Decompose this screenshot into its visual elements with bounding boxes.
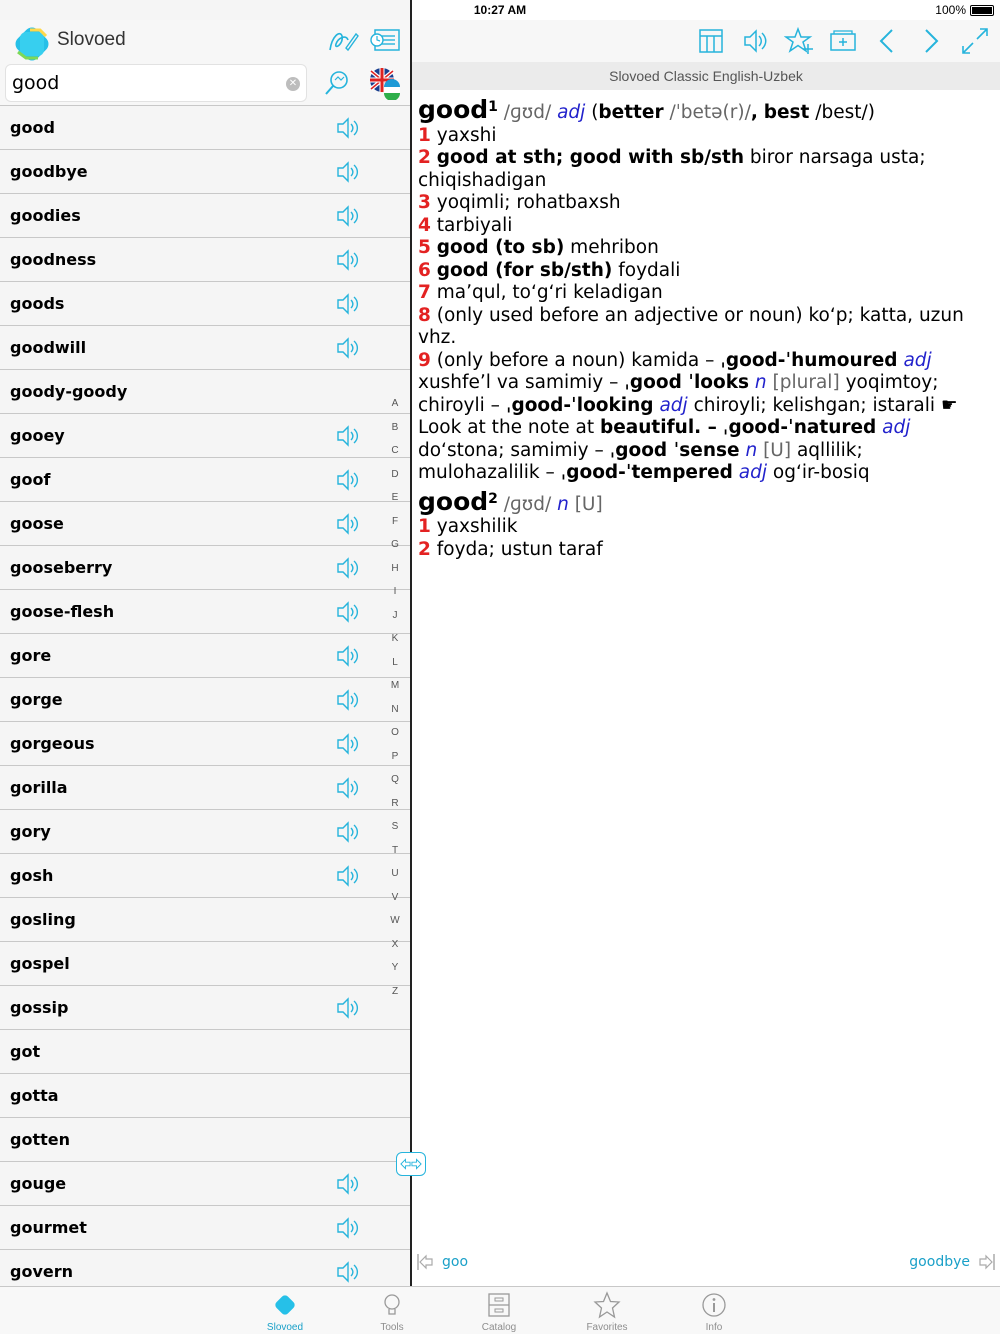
search-input[interactable] <box>12 72 282 94</box>
word-list-item[interactable] <box>0 898 410 942</box>
alphabet-letter[interactable]: G <box>391 539 399 550</box>
pane-resize-handle-icon[interactable] <box>396 1152 426 1176</box>
speaker-icon[interactable] <box>334 203 362 229</box>
phrase[interactable]: good (for sb/sth) <box>436 259 613 281</box>
word-list-label: goody-goody <box>10 382 128 401</box>
word-list-item[interactable] <box>0 1162 410 1206</box>
sense-text: yaxshilik <box>436 516 518 538</box>
sense-text: biror narsaga usta; chiqishadigan <box>418 147 926 191</box>
word-list-item[interactable] <box>0 414 410 458</box>
sense-number: 2 <box>418 147 431 169</box>
speaker-icon[interactable] <box>334 247 362 273</box>
forms-paren: ( <box>591 102 599 124</box>
back-arrow-icon[interactable] <box>872 26 902 56</box>
word-list-item[interactable] <box>0 942 410 986</box>
sense-number: 1 <box>418 516 431 538</box>
word-list-label: gouge <box>10 1174 67 1193</box>
word-list-item[interactable] <box>0 722 410 766</box>
word-list-label: good <box>10 118 55 137</box>
compound-translation: doʻstona; samimiy – <box>418 439 604 461</box>
tab-bar <box>0 1286 1000 1334</box>
tab-label: Tools <box>380 1322 404 1333</box>
word-list-item[interactable] <box>0 458 410 502</box>
language-flag-icon[interactable] <box>368 66 402 100</box>
word-list-item[interactable] <box>0 986 410 1030</box>
word-list-label: goose <box>10 514 64 533</box>
speaker-icon[interactable] <box>334 819 362 845</box>
comparative-form: better <box>598 102 664 124</box>
comparative-transcription: /ˈbetə(r)/ <box>669 102 751 124</box>
alphabet-letter[interactable]: T <box>391 844 399 856</box>
clock: 10:27 AM <box>473 3 527 17</box>
phrase[interactable]: good (to sb) <box>436 237 565 259</box>
sense-number: 7 <box>418 282 431 304</box>
speaker-icon[interactable] <box>334 775 362 801</box>
speaker-icon[interactable] <box>334 1171 362 1197</box>
word-list-item[interactable] <box>0 370 410 414</box>
speaker-icon[interactable] <box>334 687 362 713</box>
word-list-label: goodness <box>10 250 97 269</box>
lightbulb-icon <box>378 1291 406 1319</box>
word-list-label: goodwill <box>10 338 87 357</box>
compound-translation: yoqimtoy; chiroyli – <box>418 372 939 416</box>
alphabet-index[interactable] <box>384 398 406 1009</box>
part-of-speech: n <box>754 372 767 394</box>
word-list-label: gore <box>10 646 52 665</box>
tab-info[interactable] <box>679 1291 749 1333</box>
alphabet-letter[interactable]: M <box>390 680 400 691</box>
compound-translation: chiroyli; kelishgan; istarali <box>693 394 936 416</box>
word-list-item[interactable] <box>0 194 410 238</box>
word-list-label: goof <box>10 470 51 489</box>
article-view <box>418 96 990 561</box>
left-header <box>0 20 410 106</box>
tab-tools[interactable] <box>357 1291 427 1333</box>
add-favorite-star-icon[interactable] <box>784 26 814 56</box>
word-list-label: goose-flesh <box>10 602 115 621</box>
fullscreen-icon[interactable] <box>960 26 990 56</box>
article-navigation <box>412 1248 1000 1278</box>
compound-translation: ogʻir-bosiq <box>772 462 870 484</box>
speaker-icon[interactable] <box>334 511 362 537</box>
sense-text: (only used before an adjective or noun) koʻp; katta, uzun vhz. <box>418 304 964 349</box>
word-list-label: gotten <box>10 1130 70 1149</box>
sense-number: 4 <box>418 214 431 236</box>
advanced-search-icon[interactable] <box>322 68 352 98</box>
clear-search-icon[interactable]: ✕ <box>286 77 300 91</box>
search-box <box>5 64 307 102</box>
alphabet-letter[interactable]: N <box>391 703 399 715</box>
tab-favorites[interactable] <box>572 1291 642 1333</box>
sense-text: yoqimli; rohatbaxsh <box>436 192 621 214</box>
dictionary-title: Slovoed Classic English-Uzbek <box>412 62 1000 90</box>
word-list-item[interactable] <box>0 326 410 370</box>
pronounce-icon[interactable] <box>740 26 770 56</box>
tab-label: Slovoed <box>266 1322 304 1333</box>
word-list-pane <box>0 0 410 1286</box>
compound-translation: xushfeʼl va samimiy – <box>418 372 619 394</box>
word-list-label: goodbye <box>10 162 88 181</box>
forms-comma: , <box>750 102 758 124</box>
info-icon <box>700 1291 728 1319</box>
word-list-item[interactable] <box>0 1030 410 1074</box>
headword: good <box>418 95 489 125</box>
add-card-icon[interactable] <box>828 26 858 56</box>
alphabet-letter[interactable]: L <box>392 656 398 668</box>
alphabet-letter[interactable]: Z <box>391 985 399 997</box>
word-list-item[interactable] <box>0 810 410 854</box>
previous-word-button[interactable] <box>416 1252 468 1272</box>
tab-label: Catalog <box>481 1322 517 1333</box>
next-word-icon <box>978 1252 996 1272</box>
word-list-item[interactable] <box>0 502 410 546</box>
word-list-label: gorgeous <box>10 734 95 753</box>
sense-number: 3 <box>418 192 431 214</box>
word-list-item[interactable] <box>0 854 410 898</box>
alphabet-letter[interactable]: U <box>391 868 399 879</box>
compound-word-link[interactable]: ˌgood ˈsense <box>609 439 740 461</box>
transcription: /ɡʊd/ <box>503 102 552 124</box>
alphabet-letter[interactable]: A <box>391 398 399 409</box>
word-list-label: goods <box>10 294 65 313</box>
sense-number: 1 <box>418 124 431 146</box>
part-of-speech: n <box>745 439 758 461</box>
word-list-item[interactable] <box>0 238 410 282</box>
word-list-label: gorge <box>10 690 63 709</box>
sense-number: 5 <box>418 237 431 259</box>
alphabet-letter[interactable]: E <box>391 492 399 503</box>
sense-text: foydali <box>618 259 681 281</box>
grammar-label: [plural] <box>772 372 840 394</box>
pane-divider <box>410 0 412 1286</box>
word-list-label: gossip <box>10 998 69 1017</box>
word-list-label: gospel <box>10 954 70 973</box>
word-list-label: goodies <box>10 206 81 225</box>
speaker-icon[interactable] <box>334 291 362 317</box>
split-view-icon[interactable] <box>696 26 726 56</box>
compound-word-link[interactable]: ˌgood-ˈhumoured <box>720 349 898 371</box>
sense-number: 6 <box>418 259 431 281</box>
alphabet-letter[interactable]: J <box>392 609 398 621</box>
app-name: Slovoed <box>57 29 126 50</box>
next-word-label: goodbye <box>909 1254 970 1270</box>
word-list-label: gosh <box>10 866 54 885</box>
part-of-speech: adj <box>738 462 768 484</box>
speaker-icon[interactable] <box>334 731 362 757</box>
alphabet-letter[interactable]: B <box>391 421 399 433</box>
tab-label: Info <box>705 1322 723 1333</box>
speaker-icon[interactable] <box>334 159 362 185</box>
phrase[interactable]: good at sth; good with sb/sth <box>436 147 745 169</box>
alphabet-letter[interactable]: D <box>391 468 399 480</box>
alphabet-letter[interactable]: F <box>391 515 399 527</box>
alphabet-letter[interactable]: S <box>391 821 399 832</box>
see-note-text: ☛ Look at the note at <box>418 394 958 439</box>
slovoed-logo-icon <box>12 24 52 64</box>
next-word-button[interactable] <box>909 1252 996 1272</box>
word-list-item[interactable] <box>0 546 410 590</box>
article-toolbar <box>412 20 1000 62</box>
speaker-icon[interactable] <box>334 599 362 625</box>
star-icon <box>593 1291 621 1319</box>
tab-label: Favorites <box>586 1322 628 1333</box>
word-list-item[interactable] <box>0 634 410 678</box>
word-list-item[interactable] <box>0 766 410 810</box>
alphabet-letter[interactable]: W <box>390 915 400 926</box>
word-list-item[interactable] <box>0 1206 410 1250</box>
word-list-item[interactable] <box>0 1118 410 1162</box>
alphabet-letter[interactable]: O <box>391 727 399 738</box>
compound-word-link[interactable]: ˌgood-ˈnatured <box>722 417 877 439</box>
word-list-item[interactable] <box>0 106 410 150</box>
compound-word-link[interactable]: ˌgood ˈlooks <box>624 372 750 394</box>
part-of-speech: adj <box>903 349 932 371</box>
word-list-label: gosling <box>10 910 76 929</box>
speaker-icon[interactable] <box>334 115 362 141</box>
sense-text: (only before a noun) kamida – <box>436 349 715 371</box>
alphabet-letter[interactable]: R <box>391 797 399 809</box>
speaker-icon[interactable] <box>334 555 362 581</box>
word-list-label: gory <box>10 822 51 841</box>
sense-text: tarbiyali <box>436 214 513 236</box>
speaker-icon[interactable] <box>334 335 362 361</box>
alphabet-letter[interactable]: Y <box>391 962 399 973</box>
see-note-link[interactable]: beautiful. – <box>599 417 717 439</box>
alphabet-letter[interactable]: K <box>391 633 399 644</box>
alphabet-letter[interactable]: Q <box>391 774 399 785</box>
sense-text: maʼqul, toʻgʻri keladigan <box>436 282 663 304</box>
sense-number: 2 <box>418 538 431 560</box>
speaker-icon[interactable] <box>334 1259 362 1285</box>
word-list-item[interactable] <box>0 1074 410 1118</box>
part-of-speech: adj <box>659 394 688 416</box>
alphabet-letter[interactable]: H <box>391 562 399 574</box>
tab-catalog[interactable] <box>464 1291 534 1333</box>
headword: good <box>418 486 489 516</box>
word-list-label: got <box>10 1042 41 1061</box>
word-list-item[interactable] <box>0 590 410 634</box>
alphabet-letter[interactable]: I <box>393 586 397 597</box>
word-list-label: gourmet <box>10 1218 87 1237</box>
speaker-icon[interactable] <box>334 467 362 493</box>
sense-number: 9 <box>418 349 431 371</box>
word-list-label: govern <box>10 1262 74 1281</box>
battery-indicator <box>935 3 994 17</box>
alphabet-letter[interactable]: X <box>391 938 399 950</box>
alphabet-letter[interactable]: P <box>391 750 399 762</box>
sense-number: 8 <box>418 304 431 326</box>
transcription: /ɡʊd/ <box>503 493 552 515</box>
battery-percent: 100% <box>935 3 966 17</box>
word-list-label: gooseberry <box>10 558 113 577</box>
sense-text: mehribon <box>570 237 659 259</box>
sense-text: foyda; ustun taraf <box>436 538 603 560</box>
alphabet-letter[interactable]: V <box>391 891 399 903</box>
speaker-icon[interactable] <box>334 863 362 889</box>
tab-slovoed[interactable] <box>250 1291 320 1333</box>
previous-word-icon <box>416 1252 434 1272</box>
speaker-icon[interactable] <box>334 995 362 1021</box>
speaker-icon[interactable] <box>334 643 362 669</box>
grammar-label: [U] <box>763 439 792 461</box>
forward-arrow-icon[interactable] <box>916 26 946 56</box>
catalog-cabinet-icon <box>485 1291 513 1319</box>
word-list-label: gotta <box>10 1086 59 1105</box>
homonym-number: 1 <box>488 99 498 115</box>
part-of-speech: n <box>557 493 569 515</box>
history-icon[interactable] <box>369 26 403 56</box>
speaker-icon[interactable] <box>334 423 362 449</box>
word-list-item[interactable] <box>0 150 410 194</box>
word-list-item[interactable] <box>0 282 410 326</box>
word-list <box>0 106 410 1294</box>
battery-icon <box>970 5 994 16</box>
grammar-label: [U] <box>574 493 603 515</box>
compound-word-link[interactable]: ˌgood-ˈlooking <box>505 394 654 416</box>
superlative-transcription: /best/) <box>815 102 875 124</box>
superlative-form: best <box>763 102 810 124</box>
word-list-item[interactable] <box>0 678 410 722</box>
sense-text: yaxshi <box>436 124 497 146</box>
word-list-label: gooey <box>10 426 65 445</box>
previous-word-label: goo <box>442 1254 469 1270</box>
alphabet-letter[interactable]: C <box>391 445 399 456</box>
part-of-speech: adj <box>557 102 586 124</box>
part-of-speech: adj <box>882 417 911 439</box>
handwriting-icon[interactable] <box>326 26 360 56</box>
slovoed-tab-icon <box>271 1291 299 1319</box>
speaker-icon[interactable] <box>334 1215 362 1241</box>
homonym-number: 2 <box>488 490 498 507</box>
word-list-label: gorilla <box>10 778 68 797</box>
compound-word-link[interactable]: ˌgood-ˈtempered <box>560 462 733 484</box>
compound-translation: aqllilik; mulohazalilik – <box>418 439 863 484</box>
